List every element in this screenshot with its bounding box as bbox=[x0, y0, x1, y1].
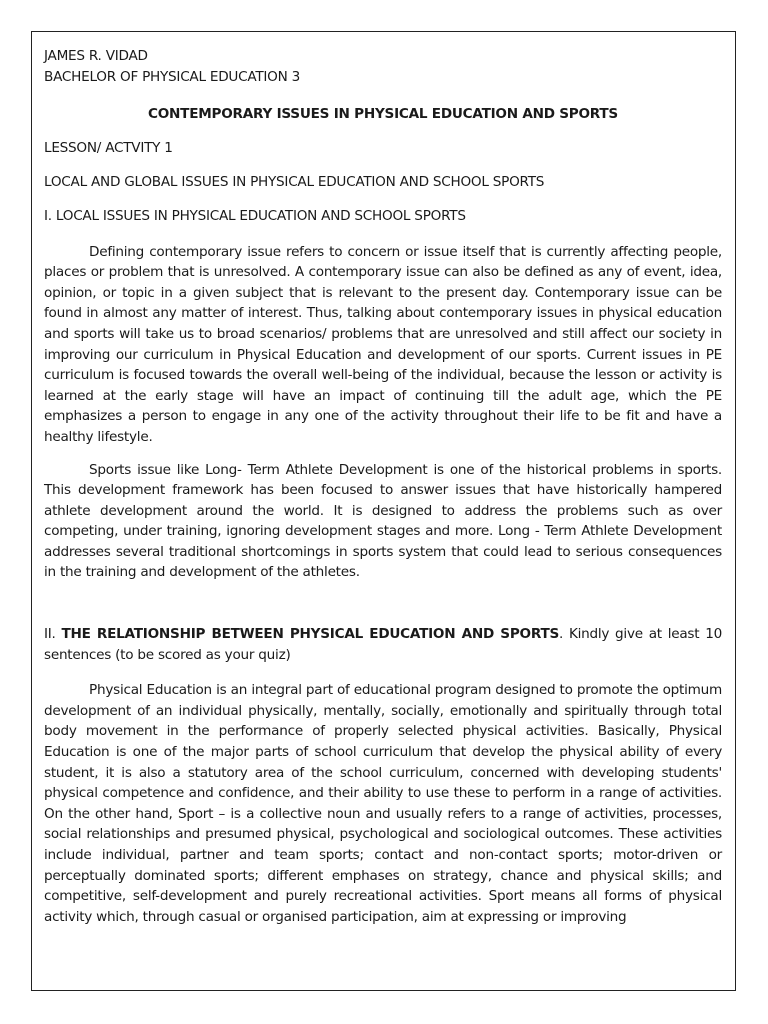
document-body bbox=[44, 46, 722, 927]
section2-heading-line bbox=[44, 624, 722, 665]
section2-instruction: . Kindly give at least 10 sentences (to be scored as your quiz) bbox=[44, 626, 722, 663]
topic-heading: LOCAL AND GLOBAL ISSUES IN PHYSICAL EDUCATION AND SCHOOL SPORTS bbox=[44, 174, 545, 191]
program-name: BACHELOR OF PHYSICAL EDUCATION 3 bbox=[44, 68, 301, 85]
author-name: JAMES R. VIDAD bbox=[44, 48, 148, 64]
section2-number: II. bbox=[44, 626, 62, 643]
section1-paragraph-1: Defining contemporary issue refers to concern or issue itself that is currently affecting people, places or problem that is unresolved. A contemporary issue can also be defined as any of event, idea, opinion, or topic in a given subject that is relevant to the present day. Contemporary issue can be found in almost any matter of interest. Thus, talking about contemporary issues in physical education and sports will take us to broad scenarios/ problems that are unresolved and still affect our society in improving our curriculum in Physical Education and development of our sports. Current issues in PE curriculum is focused towards the overall well-being of the individual, because the lesson or activity is learned at the early stage will have an impact of continuing till the adult age, which the PE emphasizes a person to engage in any one of the activity throughout their life to be fit and have a healthy lifestyle. bbox=[44, 243, 722, 445]
section2-heading: THE RELATIONSHIP BETWEEN PHYSICAL EDUCATION AND SPORTS bbox=[61, 626, 560, 643]
document-title: CONTEMPORARY ISSUES IN PHYSICAL EDUCATION AND SPORTS bbox=[148, 106, 618, 123]
section1-heading: I. LOCAL ISSUES IN PHYSICAL EDUCATION AND SCHOOL SPORTS bbox=[44, 207, 466, 224]
section1-paragraph-2: Sports issue like Long- Term Athlete Development is one of the historical problems in sports. This development framework has been focused to answer issues that have historically hampered athlete development around the world. It is designed to address the problems such as over competing, under training, ignoring development stages and more. Long - Term Athlete Development addresses several traditional shortcomings in sports system that could lead to serious consequences in the training and development of the athletes. bbox=[44, 461, 722, 581]
lesson-label: LESSON/ ACTVITY 1 bbox=[44, 139, 173, 156]
section2-paragraph: Physical Education is an integral part of educational program designed to promote the optimum development of an individual physically, mentally, socially, emotionally and spiritually through total body movement in the performance of properly selected physical activities. Basically, Physical Education is one of the major parts of school curriculum that develop the physical ability of every student, it is also a statutory area of the school curriculum, concerned with developing students' physical competence and confidence, and their ability to use these to perform in a range of activities. On the other hand, Sport – is a collective noun and usually refers to a range of activities, processes, social relationships and presumed physical, psychological and sociological outcomes. These activities include individual, partner and team sports; contact and non-contact sports; motor-driven or perceptually dominated sports; different emphases on strategy, chance and physical skills; and competitive, self-development and purely recreational activities. Sport means all forms of physical activity which, through casual or organised participation, aim at expressing or improving bbox=[44, 682, 722, 925]
